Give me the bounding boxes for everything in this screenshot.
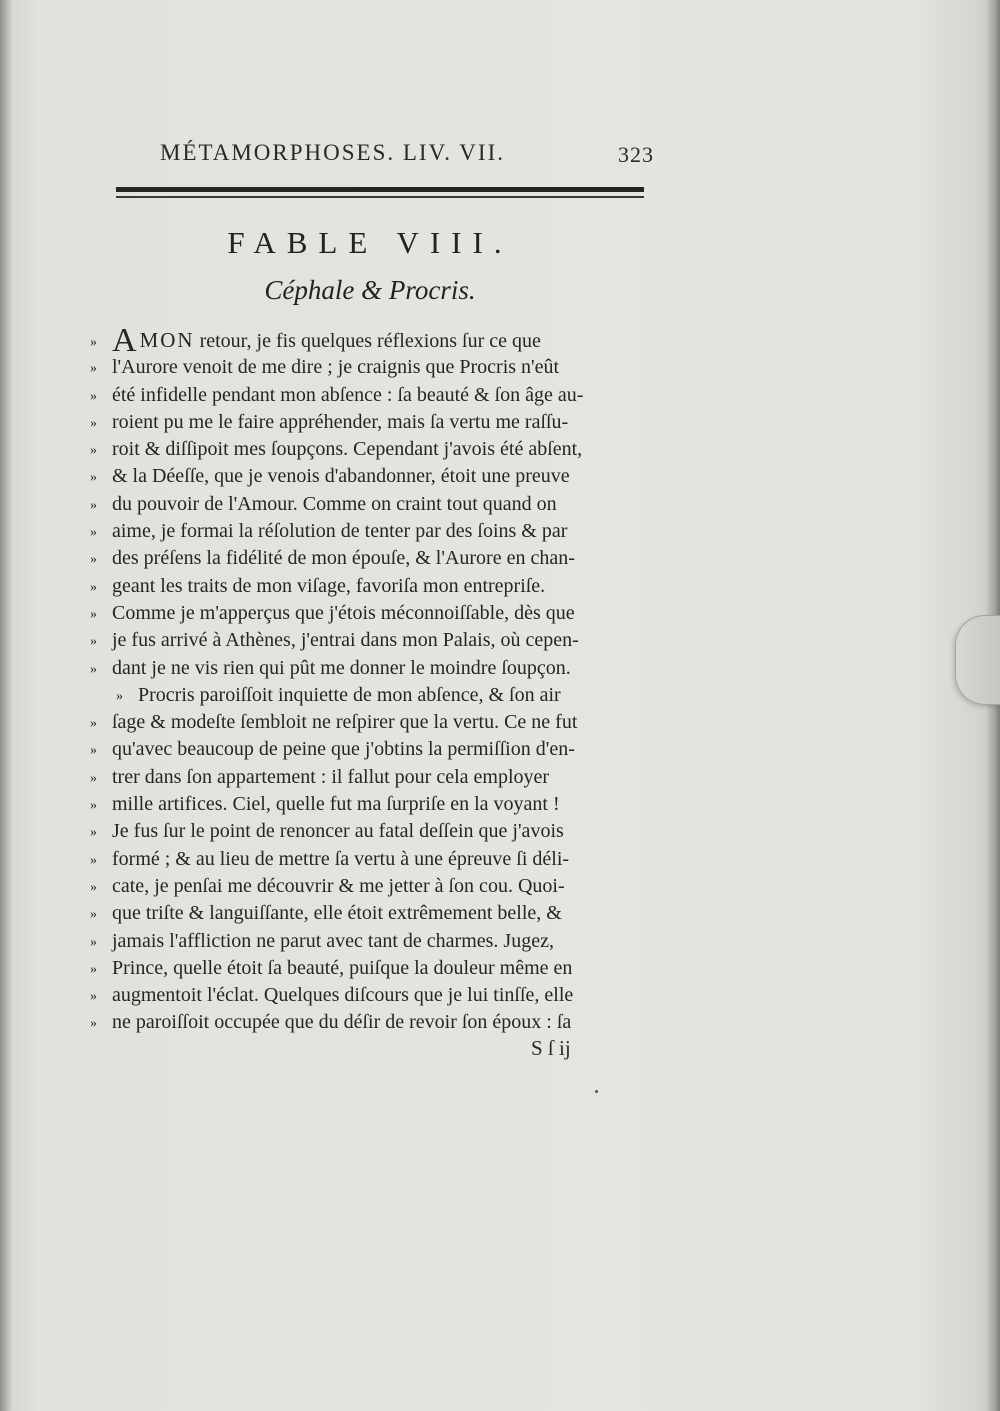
text-line [90, 928, 670, 955]
quote-mark: » [90, 606, 97, 622]
text-line [90, 491, 670, 518]
text-line [90, 955, 670, 982]
quote-mark: » [90, 415, 97, 431]
line-text: Je fus ſur le point de renoncer au fatal deſſein que j'avois [112, 820, 564, 843]
quote-mark: » [90, 470, 97, 486]
header-rule-thick [116, 187, 644, 192]
quote-mark: » [90, 497, 97, 513]
running-title: MÉTAMORPHOSES. LIV. VII. [160, 140, 505, 165]
text-line [90, 736, 670, 763]
quote-mark: » [90, 443, 97, 459]
header-rule-thin [116, 196, 644, 198]
line-text: Prince, quelle étoit ſa beauté, puiſque la douleur même en [112, 956, 573, 979]
text-line [90, 518, 670, 545]
text-line [90, 900, 670, 927]
page-edge [986, 0, 1000, 1411]
line-text: qu'avec beaucoup de peine que j'obtins la permiſſion d'en- [112, 738, 575, 761]
quote-mark: » [90, 1016, 97, 1032]
text-line [90, 545, 670, 572]
text-line [90, 682, 670, 709]
quote-mark: » [90, 335, 97, 350]
text-line [90, 818, 670, 845]
line-text: aime, je formai la réſolution de tenter par des ſoins & par [112, 520, 568, 543]
quote-mark: » [90, 934, 97, 950]
text-line [90, 409, 670, 436]
line-text: je fus arrivé à Athènes, j'entrai dans mon Palais, où cepen- [112, 629, 579, 652]
body-text [90, 322, 670, 1037]
signature-mark: S ſ ij [531, 1036, 571, 1060]
quote-mark: » [90, 961, 97, 977]
quote-mark: » [90, 361, 97, 377]
line-text: que triſte & languiſſante, elle étoit extrêmement belle, & [112, 902, 562, 925]
ink-speck [595, 1090, 598, 1093]
first-words: MON [139, 328, 195, 352]
text-line [90, 436, 670, 463]
quote-mark: » [90, 579, 97, 595]
line-text: cate, je penſai me découvrir & me jetter à ſon cou. Quoi- [112, 874, 565, 897]
text-line [90, 354, 670, 381]
gutter-shadow [0, 0, 12, 1411]
text-line [90, 846, 670, 873]
text-line [90, 655, 670, 682]
line-text: ſage & modeſte ſembloit ne reſpirer que la vertu. Ce ne fut [112, 711, 578, 734]
text-line [90, 709, 670, 736]
quote-mark: » [90, 989, 97, 1005]
text-line [90, 982, 670, 1009]
quote-mark: » [90, 552, 97, 568]
text-line [90, 382, 670, 409]
text-line [90, 573, 670, 600]
quote-mark: » [90, 852, 97, 868]
line-text: Comme je m'apperçus que j'étois méconnoiſſable, dès que [112, 601, 575, 624]
quote-mark: » [90, 770, 97, 786]
quote-mark: » [116, 688, 123, 704]
fable-subtitle: Céphale & Procris. [264, 275, 476, 305]
quote-mark: » [90, 743, 97, 759]
quote-mark: » [90, 661, 97, 677]
line-text: été infidelle pendant mon abſence : ſa beauté & ſon âge au- [112, 383, 584, 406]
line-text: & la Déeſſe, que je venois d'abandonner, étoit une preuve [112, 465, 570, 488]
text-line [90, 600, 670, 627]
line-text: augmentoit l'éclat. Quelques diſcours que je lui tinſſe, elle [112, 984, 574, 1007]
text-line [90, 463, 670, 490]
line-text: des préſens la fidélité de mon épouſe, & l'Aurore en chan- [112, 547, 575, 570]
line-text: formé ; & au lieu de mettre ſa vertu à une épreuve ſi déli- [112, 847, 570, 870]
quote-mark: » [90, 634, 97, 650]
text-line [90, 791, 670, 818]
line-text: trer dans ſon appartement : il fallut pour cela employer [112, 765, 550, 788]
quote-mark: » [90, 825, 97, 841]
page-edge-tab [955, 615, 1000, 705]
quote-mark: » [90, 716, 97, 732]
line-text: roit & diſſipoit mes ſoupçons. Cependant j'avois été abſent, [112, 438, 583, 461]
page-number: 323 [618, 142, 654, 167]
running-head [160, 140, 660, 170]
quote-mark: » [90, 525, 97, 541]
text-line [90, 873, 670, 900]
text-line [90, 764, 670, 791]
line-text: mille artifices. Ciel, quelle fut ma ſurpriſe en la voyant ! [112, 793, 560, 816]
quote-mark: » [90, 388, 97, 404]
line-text: l'Aurore venoit de me dire ; je craignis que Procris n'eût [112, 356, 560, 379]
line-text: retour, je fis quelques réflexions ſur ce que [194, 330, 541, 352]
line-text: du pouvoir de l'Amour. Comme on craint tout quand on [112, 492, 557, 515]
fable-title: FABLE VIII. [227, 225, 513, 260]
text-line [90, 627, 670, 654]
text-line [90, 1009, 670, 1036]
line-text: Procris paroiſſoit inquiette de mon abſence, & ſon air [138, 683, 561, 706]
quote-mark: » [90, 879, 97, 895]
text-line [90, 322, 670, 359]
line-text: geant les traits de mon viſage, favoriſa mon entrepriſe. [112, 574, 546, 597]
quote-mark: » [90, 798, 97, 814]
line-text: jamais l'affliction ne parut avec tant de charmes. Jugez, [112, 929, 554, 952]
drop-cap: A [112, 322, 137, 359]
quote-mark: » [90, 907, 97, 923]
line-text: dant je ne vis rien qui pût me donner le moindre ſoupçon. [112, 656, 571, 679]
line-text: ne paroiſſoit occupée que du déſir de revoir ſon époux : ſa [112, 1011, 572, 1034]
line-text: roient pu me le faire appréhender, mais ſa vertu me raſſu- [112, 410, 569, 433]
